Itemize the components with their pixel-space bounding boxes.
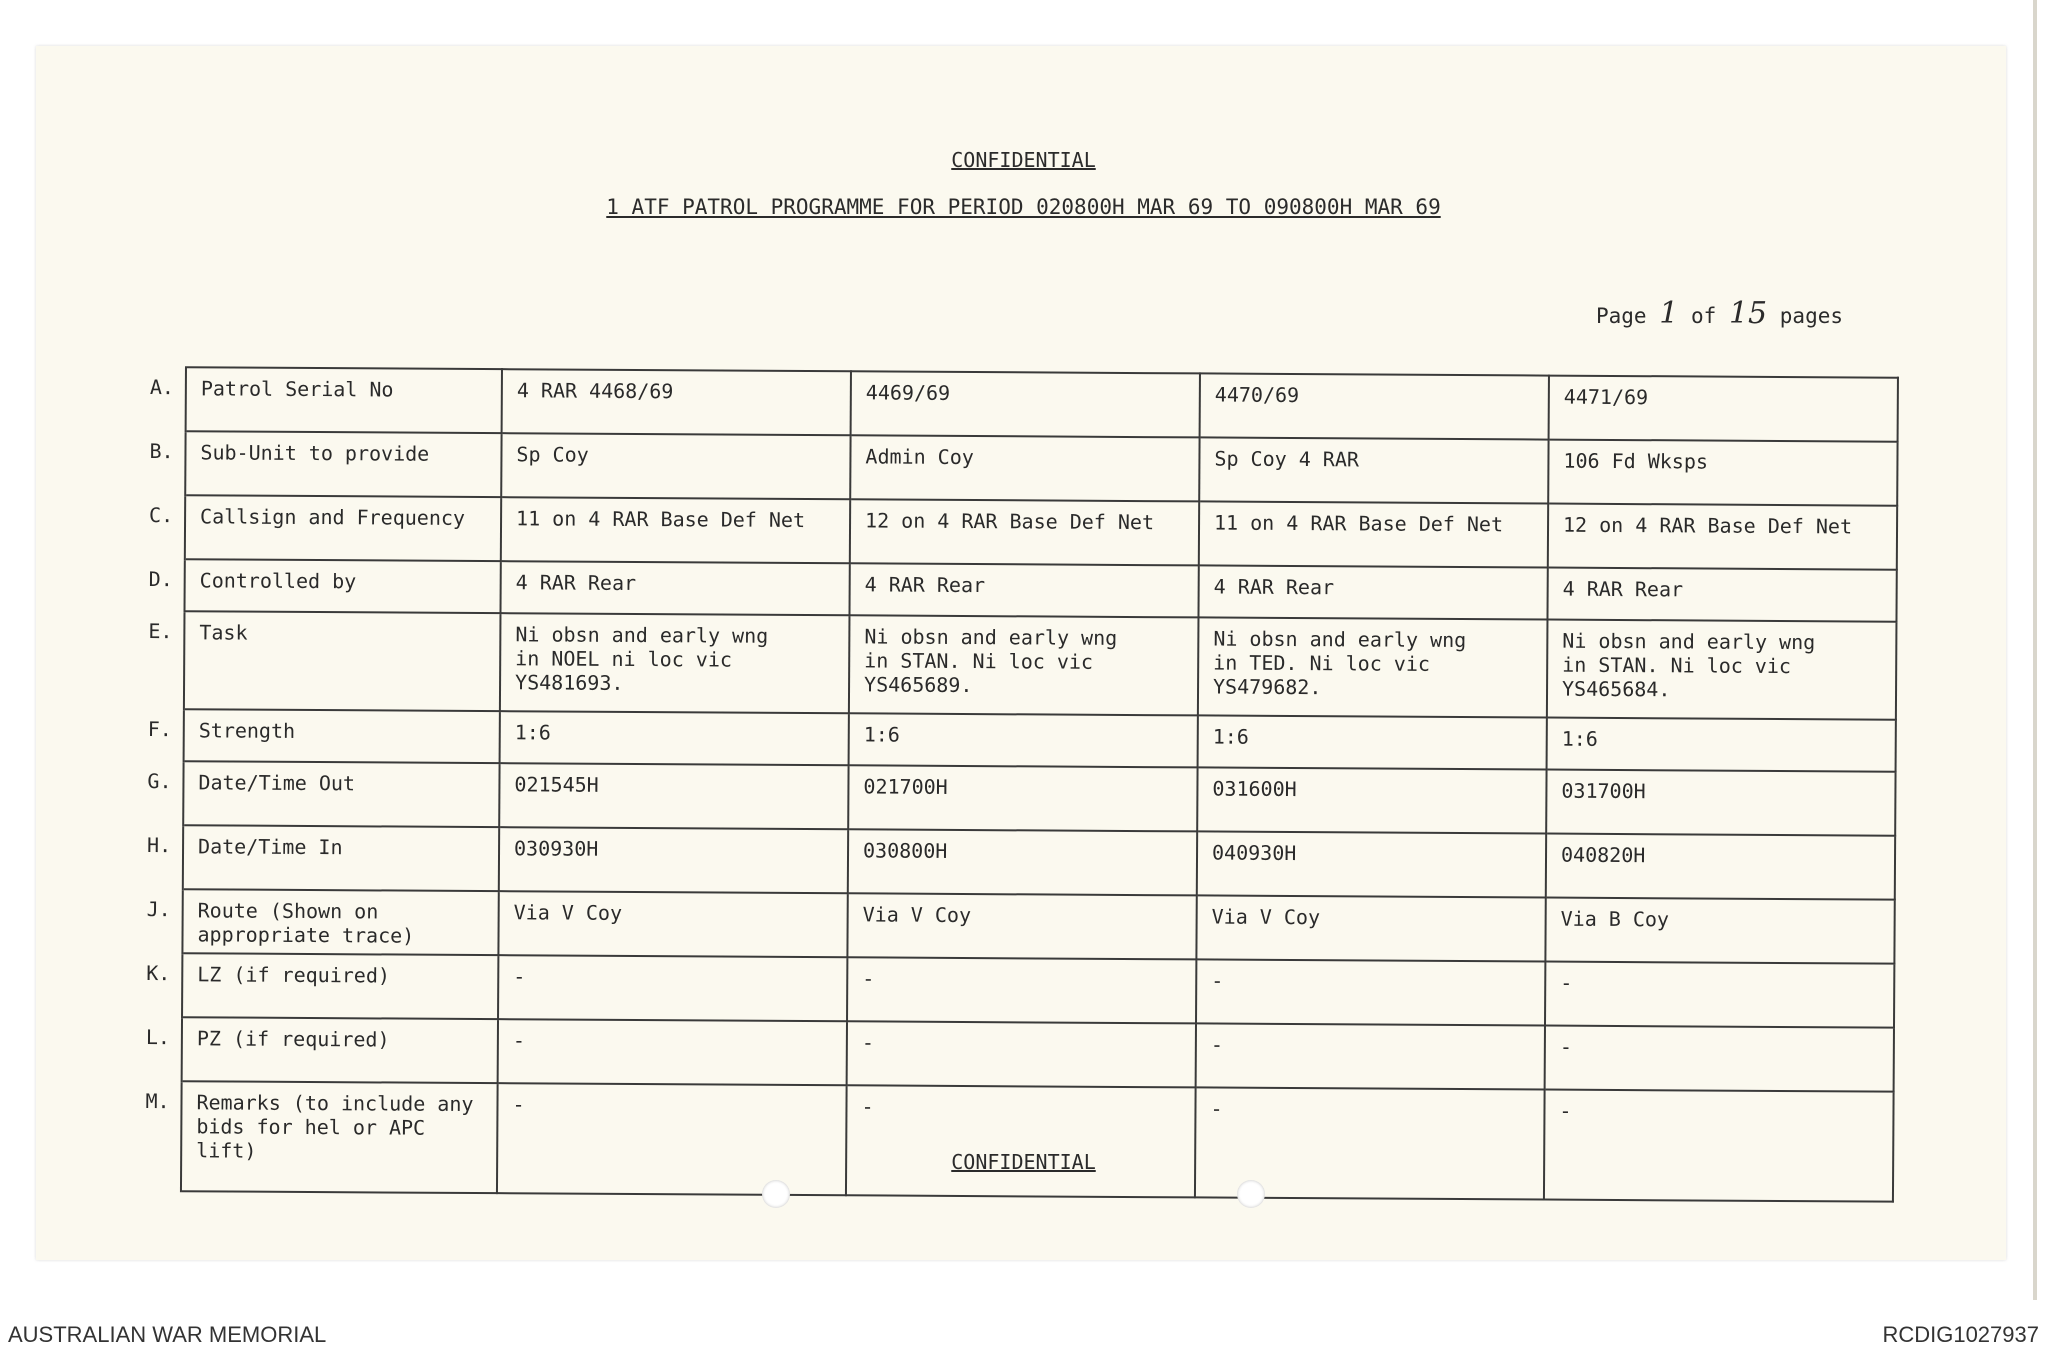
page-number: 1 [1659, 296, 1679, 331]
row-label: Controlled by [185, 559, 501, 613]
row-letter: M. [143, 1081, 182, 1191]
table-cell: Sp Coy 4 RAR [1199, 437, 1548, 503]
table-cell: 11 on 4 RAR Base Def Net [1199, 501, 1548, 567]
table-cell: Sp Coy [501, 433, 850, 499]
table-cell: 1:6 [849, 713, 1198, 767]
table-cell: 030930H [499, 827, 848, 893]
row-letter: F. [146, 709, 184, 761]
confidential-footer: CONFIDENTIAL [951, 1150, 1096, 1174]
table-cell: 11 on 4 RAR Base Def Net [501, 497, 850, 563]
table-cell: 040820H [1546, 834, 1895, 900]
table-cell: 040930H [1197, 831, 1546, 897]
table-cell: Via V Coy [847, 893, 1196, 959]
table-row [145, 761, 1895, 836]
punch-hole [1237, 1180, 1265, 1208]
table-cell: 031700H [1546, 770, 1895, 836]
archive-caption: AUSTRALIAN WAR MEMORIAL [8, 1322, 327, 1347]
row-letter: K. [144, 953, 182, 1017]
table-cell: - [498, 955, 847, 1021]
row-label: Date/Time Out [183, 761, 499, 827]
row-letter: H. [145, 825, 183, 889]
table-cell: 4 RAR Rear [1547, 568, 1896, 622]
row-label: Date/Time In [183, 825, 499, 891]
page-indicator [1596, 296, 1843, 331]
table-row [147, 495, 1897, 570]
punch-hole [762, 1180, 790, 1208]
table-cell: Via V Coy [498, 891, 847, 957]
table-cell: - [1196, 959, 1545, 1025]
row-label: Callsign and Frequency [185, 495, 501, 561]
table-cell: - [498, 1019, 847, 1085]
table-row [148, 367, 1898, 442]
table-row [146, 611, 1897, 720]
table-cell: Ni obsn and early wng in STAN. Ni loc vic YS465684. [1547, 620, 1897, 720]
row-label: Sub-Unit to provide [185, 431, 501, 497]
table-cell: Ni obsn and early wng in TED. Ni loc vic YS479682. [1198, 617, 1548, 717]
table-cell: Ni obsn and early wng in STAN. Ni loc vic YS465689. [849, 615, 1199, 715]
table-row [143, 1081, 1894, 1202]
table-cell: - [1195, 1087, 1545, 1199]
page-of: of [1690, 304, 1717, 328]
row-label: LZ (if required) [182, 953, 498, 1019]
table-cell: 4470/69 [1200, 373, 1549, 439]
page-suffix: pages [1779, 304, 1843, 328]
table-cell: 021700H [848, 765, 1197, 831]
row-letter: A. [148, 367, 186, 431]
row-label: Patrol Serial No [186, 367, 502, 433]
document-title: 1 ATF PATROL PROGRAMME FOR PERIOD 020800H MAR 69 TO 090800H MAR 69 [606, 195, 1441, 219]
row-label: Remarks (to include any bids for hel or APC lift) [181, 1081, 498, 1193]
table-cell: - [1545, 1026, 1894, 1092]
table-cell: - [846, 1085, 1196, 1197]
table-cell: 4469/69 [851, 371, 1200, 437]
table-cell: - [1544, 1090, 1894, 1202]
table-cell: 4471/69 [1549, 376, 1898, 442]
table-cell: - [1545, 962, 1894, 1028]
table-cell: 030800H [848, 829, 1197, 895]
page-total: 15 [1728, 296, 1768, 331]
table-cell: Via B Coy [1545, 898, 1894, 964]
row-label: Task [184, 611, 501, 711]
row-letter: L. [144, 1017, 182, 1081]
table-row [145, 825, 1895, 900]
record-id: RCDIG1027937 [1882, 1322, 2039, 1347]
table-cell: 12 on 4 RAR Base Def Net [850, 499, 1199, 565]
row-label: Strength [184, 709, 500, 763]
table-cell: 4 RAR 4468/69 [502, 369, 851, 435]
table-cell: - [1196, 1023, 1545, 1089]
table-cell: 4 RAR Rear [849, 563, 1198, 617]
table-cell: 106 Fd Wksps [1548, 440, 1897, 506]
table-cell: 021545H [499, 763, 848, 829]
row-letter: B. [147, 431, 185, 495]
row-label: PZ (if required) [182, 1017, 498, 1083]
table-cell: Ni obsn and early wng in NOEL ni loc vic YS481693. [500, 613, 850, 713]
page-prefix: Page [1596, 304, 1647, 328]
table-cell: Via V Coy [1196, 895, 1545, 961]
table-row [144, 889, 1894, 964]
table-cell: 1:6 [1198, 715, 1547, 769]
row-letter: E. [146, 611, 185, 709]
table-cell: - [847, 957, 1196, 1023]
table-cell: 4 RAR Rear [1198, 565, 1547, 619]
row-letter: J. [144, 889, 182, 953]
confidential-header: CONFIDENTIAL [951, 148, 1096, 172]
table-cell: Admin Coy [850, 435, 1199, 501]
table-row [144, 953, 1894, 1028]
table-row [147, 431, 1897, 506]
row-letter: C. [147, 495, 185, 559]
table-cell: 12 on 4 RAR Base Def Net [1548, 504, 1897, 570]
table-cell: 031600H [1197, 767, 1546, 833]
patrol-programme-table [143, 366, 1899, 1203]
table-row [144, 1017, 1894, 1092]
table-cell: 4 RAR Rear [500, 561, 849, 615]
row-letter: G. [145, 761, 183, 825]
row-letter: D. [147, 559, 185, 611]
table-cell: 1:6 [1547, 718, 1896, 772]
row-label: Route (Shown on appropriate trace) [182, 889, 498, 955]
table-cell: 1:6 [500, 711, 849, 765]
table-cell: - [847, 1021, 1196, 1087]
table-cell: - [497, 1083, 847, 1195]
